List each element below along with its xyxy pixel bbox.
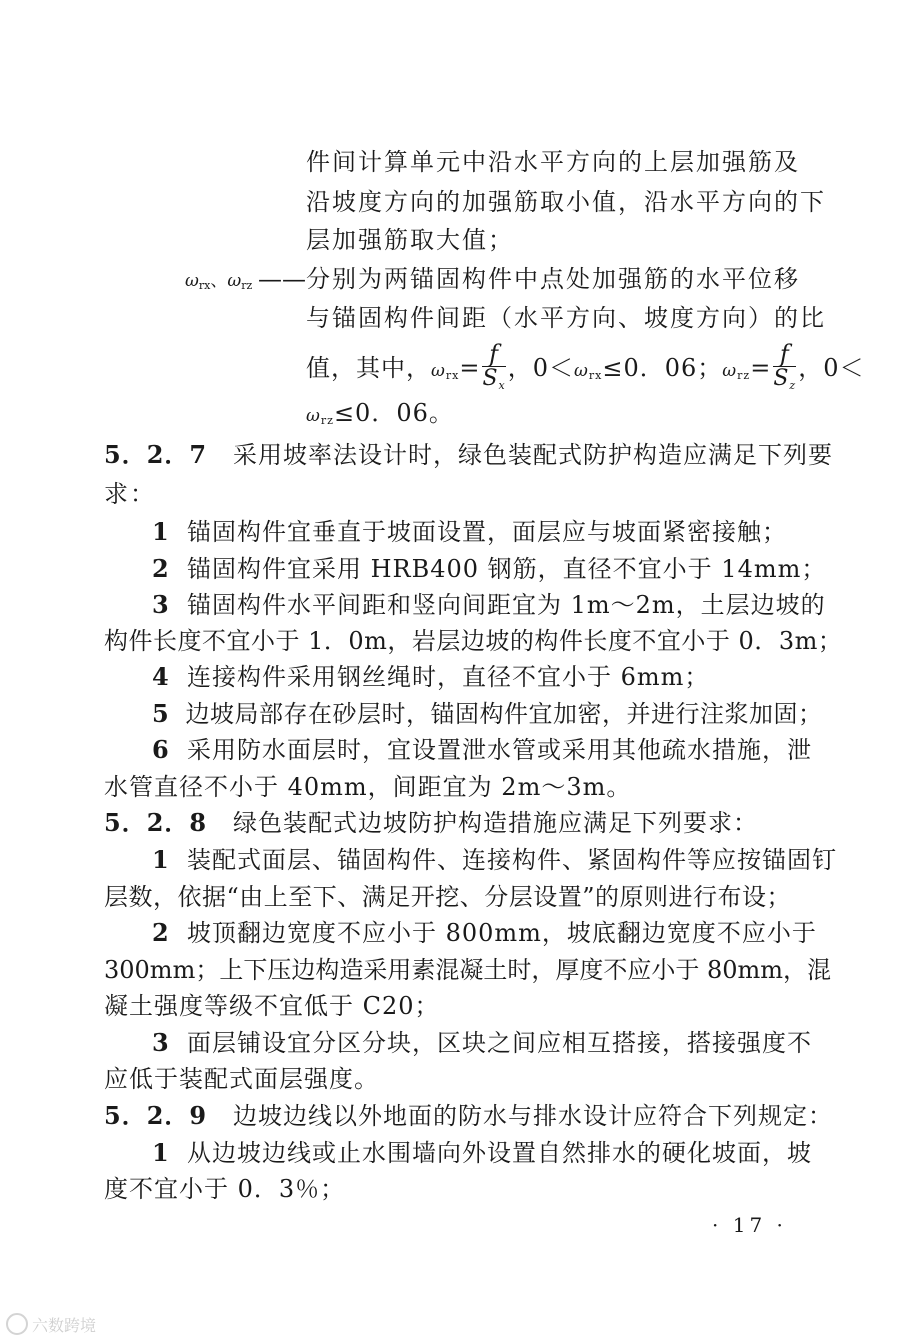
list-item-cont: 凝土强度等级不宜低于 C20； [104,992,440,1020]
formula-line: 值，其中，$\omega_{rx}=$ $\frac{f}{Sx}$ ，$0<\omega_{rx}\le 0$．06；$\omega_{rz}=$ $\frac{f}{Sz}$ ，0＜ [306,340,865,404]
list-item-cont: 应低于装配式面层强度。 [104,1065,379,1093]
page-number: · 17 · [712,1213,787,1237]
list-item: 6 采用防水面层时，宜设置泄水管或采用其他疏水措施，泄 [152,735,812,764]
watermark: 六数跨境 [6,1313,96,1336]
clause-number: 5．2．9 [104,1101,208,1130]
definition-dash: —— [258,265,306,293]
watermark-logo-icon [6,1313,28,1335]
definition-line: 分别为两锚固构件中点处加强筋的水平位移 [306,265,800,293]
list-item: 3 锚固构件水平间距和竖向间距宜为 1m～2m，土层边坡的 [152,590,826,619]
clause-number: 5．2．8 [104,808,208,837]
list-item-cont: 层数，依据“由上至下、满足开挖、分层设置”的原则进行布设； [104,883,792,911]
list-item: 5 边坡局部存在砂层时，锚固构件宜加密，并进行注浆加固； [152,699,823,728]
list-item: 2 坡顶翻边宽度不应小于 800mm，坡底翻边宽度不应小于 [152,918,817,947]
list-item: 3 面层铺设宜分区分块，区块之间应相互搭接，搭接强度不 [152,1028,812,1057]
fraction-f-over-sx: $\frac{f}{Sx}$ [482,339,506,392]
definition-line: 与锚固构件间距（水平方向、坡度方向）的比 [306,304,826,332]
list-item: 1 装配式面层、锚固构件、连接构件、紧固构件等应按锚固钉 [152,845,837,874]
definition-line: 件间计算单元中沿水平方向的上层加强筋及 [306,148,800,176]
definition-line: 层加强筋取大值； [306,226,514,254]
clause-5-2-9: 5．2．9 边坡边线以外地面的防水与排水设计应符合下列规定： [104,1101,833,1130]
omega-symbols: $\omega_{rx}$、$\omega_{rz}$ [185,271,253,292]
list-item-cont: 300mm；上下压边构造采用素混凝土时，厚度不应小于 80mm，混 [104,956,832,984]
formula-line-end: $\omega_{rz}\le 0$．06。 [306,399,454,427]
list-item-cont: 度不宜小于 0．3％； [104,1175,346,1203]
clause-number: 5．2．7 [104,440,208,469]
list-item: 2 锚固构件宜采用 HRB400 钢筋，直径不宜小于 14mm； [152,554,827,583]
clause-5-2-7: 5．2．7 采用坡率法设计时，绿色装配式防护构造应满足下列要 [104,440,833,469]
clause-title-cont: 求： [104,480,156,508]
list-item-cont: 水管直径不小于 40mm，间距宜为 2m～3m。 [104,773,632,801]
list-item: 1 从边坡边线或止水围墙向外设置自然排水的硬化坡面，坡 [152,1138,812,1167]
list-item: 1 锚固构件宜垂直于坡面设置，面层应与坡面紧密接触； [152,517,787,546]
list-item-cont: 构件长度不宜小于 1．0m，岩层边坡的构件长度不宜小于 0．3m； [104,627,843,655]
list-item: 4 连接构件采用钢丝绳时，直径不宜小于 6mm； [152,662,710,691]
definition-line: 沿坡度方向的加强筋取小值，沿水平方向的下 [306,188,826,216]
clause-5-2-8: 5．2．8 绿色装配式边坡防护构造措施应满足下列要求： [104,808,758,837]
fraction-f-over-sz: $\frac{f}{Sz}$ [773,339,797,392]
